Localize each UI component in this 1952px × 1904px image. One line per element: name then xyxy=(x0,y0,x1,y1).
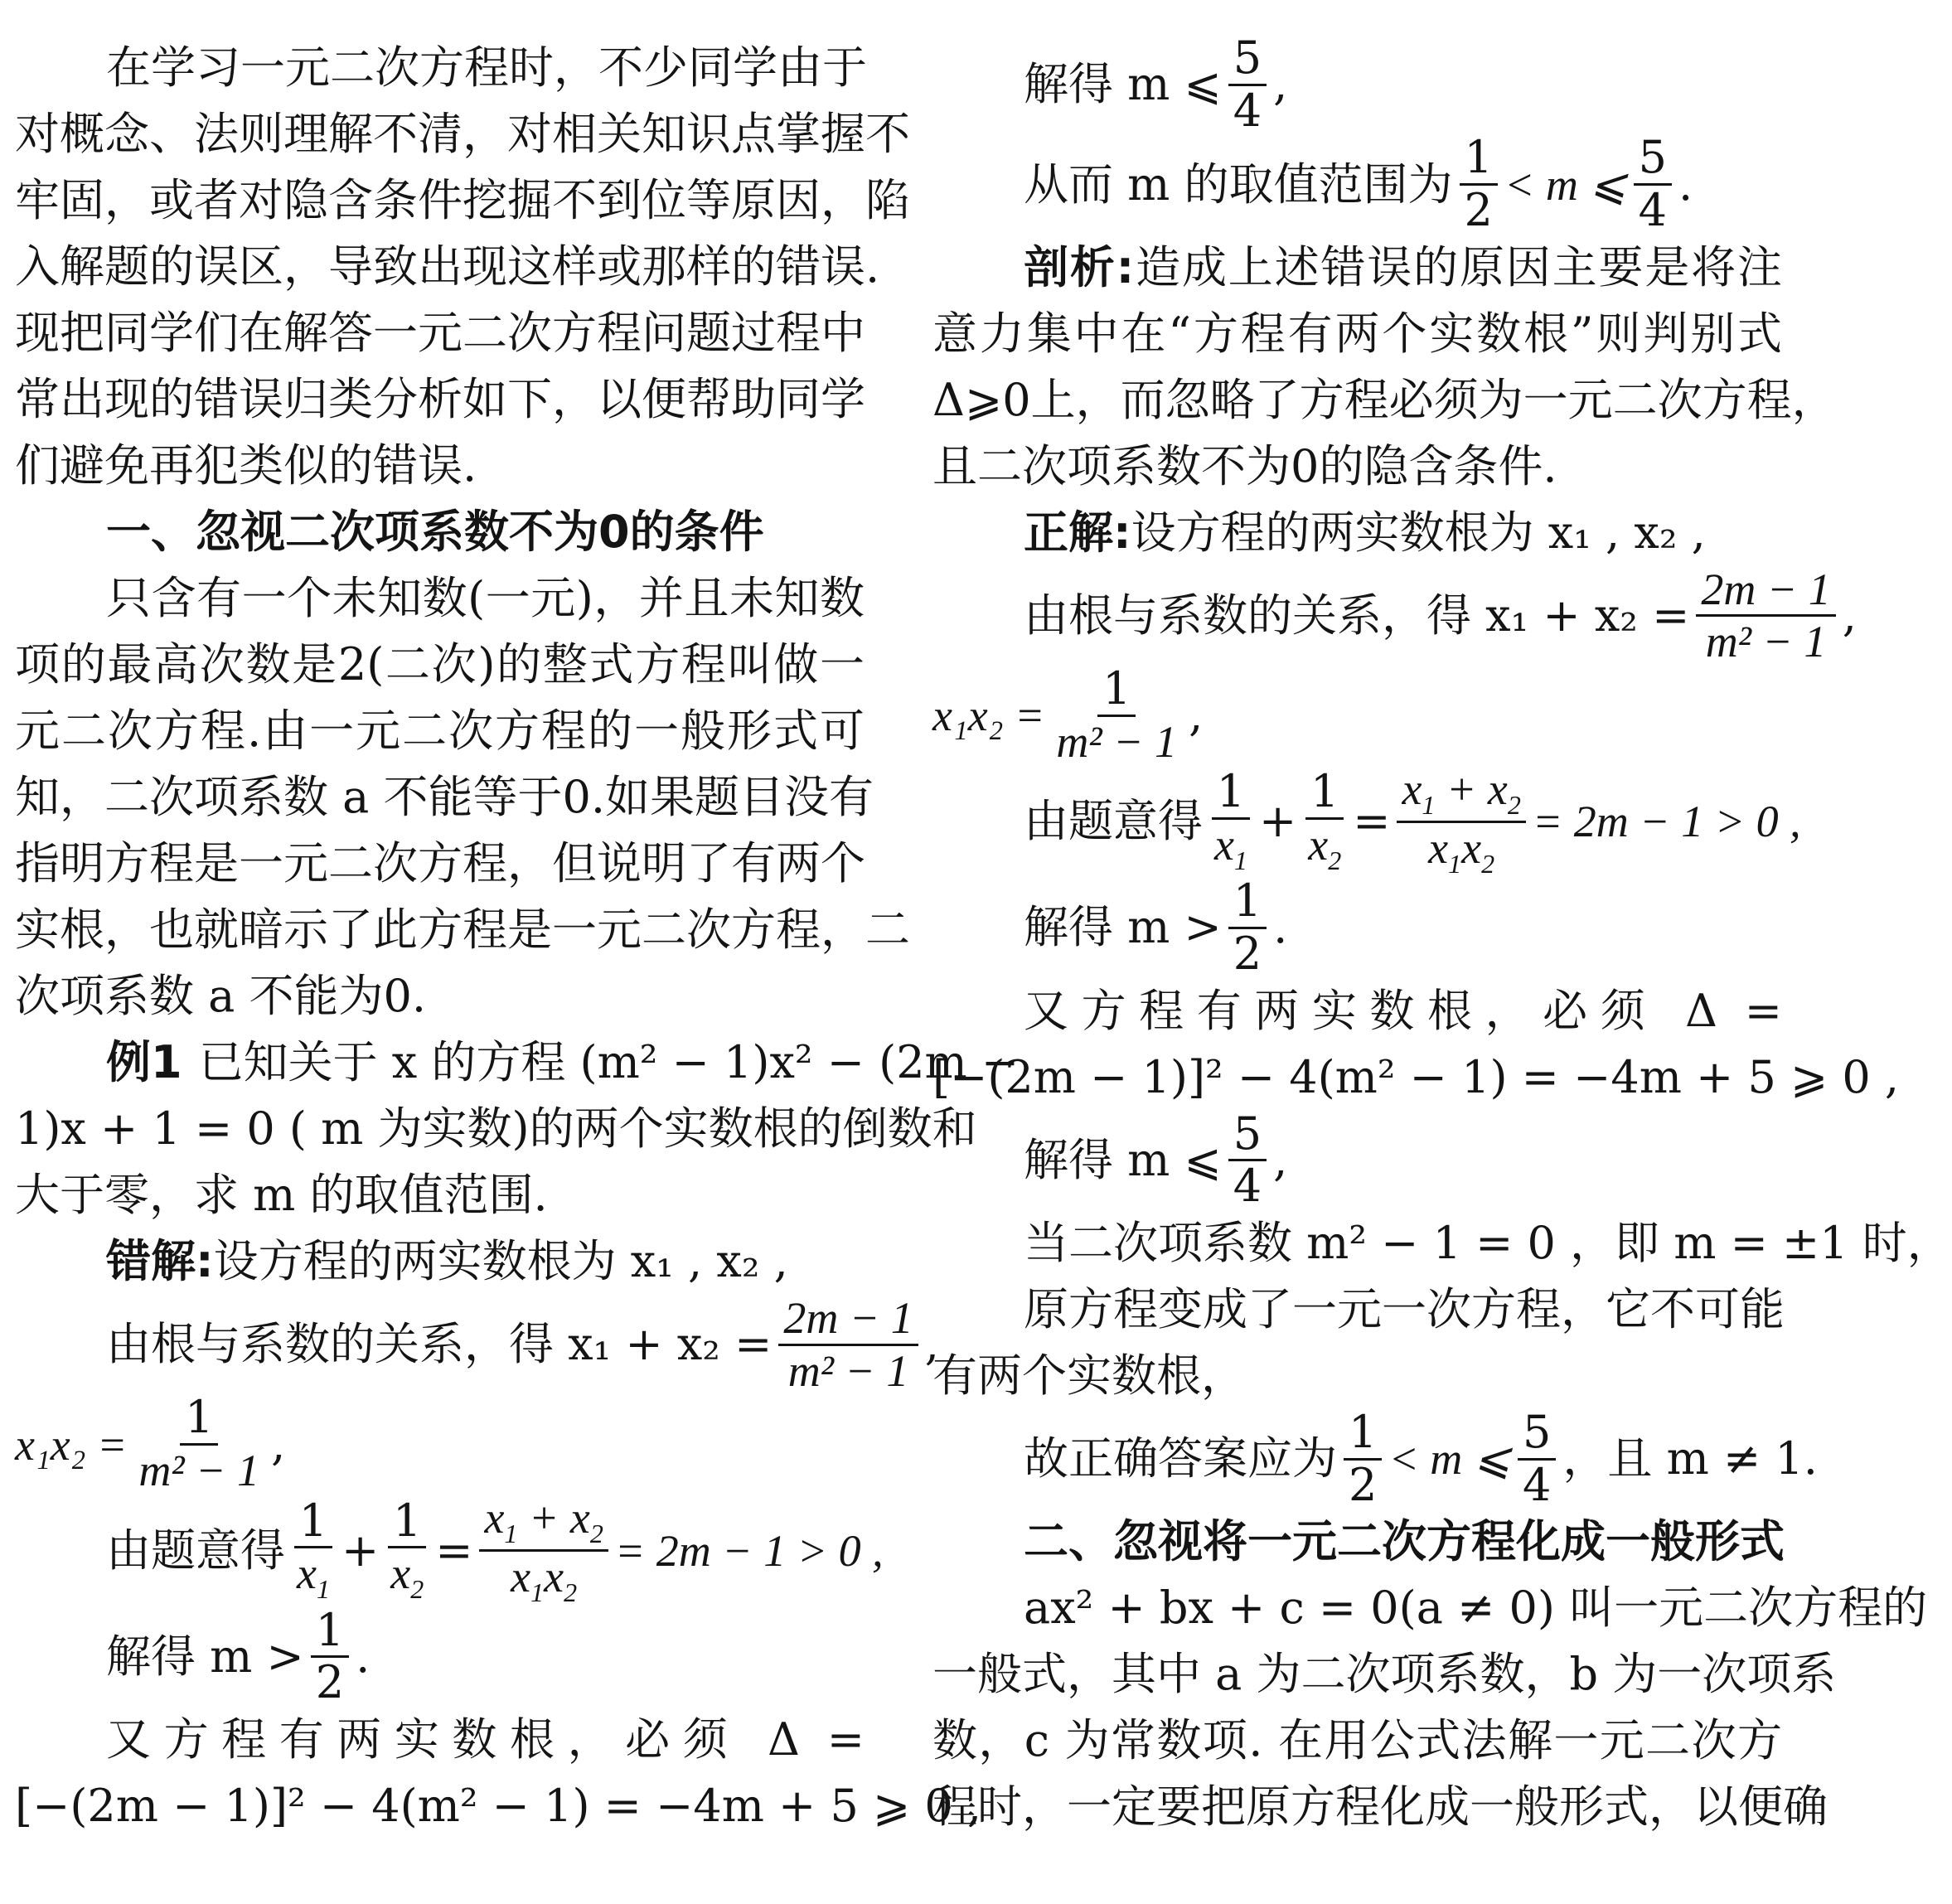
solve-fraction: $\frac{1}{2}$ xyxy=(311,1607,349,1707)
solve-fraction: $\frac{5}{4}$ xyxy=(1228,35,1267,134)
correct-solution-line xyxy=(932,500,1782,566)
vieta-sum-fraction xyxy=(778,1295,918,1394)
example-text: 已知关于 x 的方程 (m² − 1)x² − (2m − xyxy=(198,1036,1020,1088)
vieta-sum-text: 由根与系数的关系，得 x₁ + x₂ = xyxy=(106,1318,773,1371)
analysis-line xyxy=(932,235,1782,301)
vieta-sum-fraction: $\frac{2m - 1}{\text{m² − 1}}$ xyxy=(1696,566,1835,666)
intro-line: 常出现的错误归类分析如下，以便帮助同学 xyxy=(15,373,865,425)
intro-line: 对概念、法则理解不清，对相关知识点掌握不 xyxy=(15,108,910,160)
right-column xyxy=(932,31,1952,1840)
sum-over-product: $\frac{x_1 + x_2}{x_1x_2}$ xyxy=(479,1495,608,1607)
analysis-line: 且二次项系数不为0的隐含条件. xyxy=(932,439,1557,492)
range-upper-fraction: $\frac{5}{4}$ xyxy=(1634,134,1672,234)
section-heading-1: 一、忽视二次项系数不为0的条件 xyxy=(106,506,764,558)
section-heading-2: 二、忽视将一元二次方程化成一般形式 xyxy=(1024,1515,1785,1568)
analysis-line: Δ⩾0上，而忽略了方程必须为一元二次方程， xyxy=(932,373,1837,426)
fraction-denominator: m² − 1 xyxy=(787,1345,909,1396)
vieta-product-line: x₁x₂ = $\frac{1}{\text{m² − 1}}$ , xyxy=(932,662,1204,767)
vieta-product-fraction xyxy=(133,1391,264,1496)
intro-line: 们避免再犯类似的错误. xyxy=(15,439,477,492)
discriminant-line: 又方程有两实数根，必须 Δ = xyxy=(1024,984,1782,1037)
example-line xyxy=(15,1030,1020,1096)
condition-expression: = 2m − 1 > 0 , xyxy=(614,1525,884,1576)
fraction-numerator: 2m − 1 xyxy=(778,1295,918,1346)
solve-fraction: $\frac{1}{2}$ xyxy=(1228,878,1267,977)
intro-line: 入解题的误区，导致出现这样或那样的错误. xyxy=(15,240,880,293)
analysis-label: 剖析: xyxy=(1024,240,1135,293)
solve-line: 解得 m > $\frac{1}{2}$ . xyxy=(106,1603,371,1709)
condition-text: 由题意得 xyxy=(106,1524,285,1577)
reciprocal-x1: $\frac{1}{x_1}$ xyxy=(292,1498,335,1604)
analysis-line: 意力集中在“方程有两个实数根”则判别式 xyxy=(932,307,1782,360)
fraction-denominator: m² − 1 xyxy=(138,1446,260,1496)
wrong-solution-text: 设方程的两实数根为 x₁ , x₂ , xyxy=(213,1235,788,1287)
example-label: 例1 xyxy=(106,1036,182,1088)
para-line: 指明方程是一元二次方程，但说明了有两个 xyxy=(15,837,865,889)
solve-text: 解得 m > xyxy=(1024,901,1222,954)
wrong-solution-line xyxy=(15,1228,865,1295)
solve-upper-line: 解得 m ⩽ $\frac{5}{4}$ , xyxy=(1024,31,1288,137)
condition-expression: = 2m − 1 > 0 , xyxy=(1532,797,1801,847)
comma: , xyxy=(271,1417,286,1470)
para-line: 程时，一定要把原方程化成一般形式，以便确 xyxy=(932,1780,1828,1834)
solve-upper-line: 解得 m ⩽ $\frac{5}{4}$ , xyxy=(1024,1107,1288,1213)
wrong-solution-label: 错解: xyxy=(106,1235,214,1287)
solve-text: 解得 m ⩽ xyxy=(1024,58,1222,111)
comma: , xyxy=(924,1318,939,1371)
range-line: 从而 m 的取值范围为 $\frac{1}{2}$ < m ⩽ $\frac{5}{4}$ . xyxy=(1024,131,1693,237)
linear-line: 有两个实数根， xyxy=(932,1349,1246,1403)
case-line: 当二次项系数 m² − 1 = 0 ，即 m = ±1 时， xyxy=(1024,1217,1952,1270)
condition-line: 由题意得 $\frac{1}{x_1}$ + $\frac{1}{x_2}$ = $\frac{x_1 + x_2}{x_1x_2}$ = 2m − 1 > 0 , xyxy=(106,1492,884,1607)
example-line: 1)x + 1 = 0 ( m 为实数)的两个实数根的倒数和 xyxy=(15,1102,977,1155)
condition-line: 由题意得 $\frac{1}{x_1}$ + $\frac{1}{x_2}$ = $\frac{x_1 + x_2}{x_1x_2}$ = 2m − 1 > 0 , xyxy=(1024,763,1801,879)
vieta-sum-line: 由根与系数的关系，得 x₁ + x₂ = $\frac{2m - 1}{\text{m² − 1}}$ , xyxy=(1024,564,1857,667)
linear-line: 原方程变成了一元一次方程，它不可能 xyxy=(1024,1283,1785,1336)
para-line: 只含有一个未知数(一元)，并且未知数 xyxy=(106,572,865,624)
range-lower-fraction: $\frac{1}{2}$ xyxy=(1460,134,1498,234)
solve-line: 解得 m > $\frac{1}{2}$ . xyxy=(1024,874,1288,980)
para-line: 数，c 为常数项. 在用公式法解一元二次方 xyxy=(932,1714,1782,1767)
answer-text: 故正确答案应为 xyxy=(1024,1432,1337,1485)
reciprocal-x2: $\frac{1}{x_2}$ xyxy=(1303,768,1346,874)
intro-line: 在学习一元二次方程时，不少同学由于 xyxy=(106,41,867,94)
vieta-product-lhs: x₁x₂ = xyxy=(15,1419,128,1470)
solve-fraction: $\frac{5}{4}$ xyxy=(1228,1111,1267,1210)
para-line: 实根，也就暗示了此方程是一元二次方程，二 xyxy=(15,904,910,956)
left-column xyxy=(15,35,1020,1839)
intro-line: 牢固，或者对隐含条件挖掘不到位等原因，陷 xyxy=(15,174,910,226)
para-line: 一般式，其中 a 为二次项系数，b 为一次项系 xyxy=(932,1648,1837,1701)
para-line: 元二次方程.由一元二次方程的一般形式可 xyxy=(15,705,865,757)
vieta-sum-line xyxy=(15,1293,939,1396)
example-line: 大于零，求 m 的取值范围. xyxy=(15,1169,548,1221)
solve-text: 解得 m > xyxy=(106,1630,304,1683)
discriminant-expression: [−(2m − 1)]² − 4(m² − 1) = −4m + 5 ⩾ 0 , xyxy=(15,1779,982,1832)
vieta-product-line xyxy=(15,1391,865,1496)
answer-upper-fraction: $\frac{5}{4}$ xyxy=(1518,1409,1556,1509)
range-text: 从而 m 的取值范围为 xyxy=(1024,157,1453,211)
reciprocal-x2: $\frac{1}{x_2}$ xyxy=(385,1498,429,1604)
range-middle: < m ⩽ xyxy=(1504,159,1627,210)
vieta-sum-text: 由根与系数的关系，得 x₁ + x₂ = xyxy=(1024,589,1690,642)
condition-text: 由题意得 xyxy=(1024,795,1203,848)
para-line: 次项系数 a 不能为0. xyxy=(15,970,427,1022)
para-line: 项的最高次数是2(二次)的整式方程叫做一 xyxy=(15,638,865,690)
fraction-numerator: 1 xyxy=(180,1394,218,1446)
para-line: 知，二次项系数 a 不能等于0.如果题目没有 xyxy=(15,771,874,823)
answer-line: 故正确答案应为 $\frac{1}{2}$ < m ⩽ $\frac{5}{4}$ ，且 m ≠ 1. xyxy=(1024,1406,1818,1511)
correct-solution-text: 设方程的两实数根为 x₁ , x₂ , xyxy=(1131,506,1706,559)
answer-tail: ，且 m ≠ 1. xyxy=(1562,1432,1818,1485)
answer-lower-fraction: $\frac{1}{2}$ xyxy=(1344,1409,1382,1509)
solve-text: 解得 m ⩽ xyxy=(1024,1133,1222,1186)
intro-line: 现把同学们在解答一元二次方程问题过程中 xyxy=(15,307,865,359)
correct-solution-label: 正解: xyxy=(1024,506,1131,559)
analysis-text: 造成上述错误的原因主要是将注 xyxy=(1134,240,1782,293)
discriminant-line: 又方程有两实数根，必须 Δ = xyxy=(106,1713,865,1766)
vieta-product-fraction: $\frac{1}{\text{m² − 1}}$ xyxy=(1056,662,1178,767)
sum-over-product: $\frac{x_1 + x_2}{x_1x_2}$ xyxy=(1397,766,1525,879)
reciprocal-x1: $\frac{1}{x_1}$ xyxy=(1209,768,1252,874)
discriminant-expression: [−(2m − 1)]² − 4(m² − 1) = −4m + 5 ⩾ 0 , xyxy=(932,1050,1900,1103)
para-line: ax² + bx + c = 0(a ≠ 0) 叫一元二次方程的 xyxy=(1024,1582,1928,1635)
